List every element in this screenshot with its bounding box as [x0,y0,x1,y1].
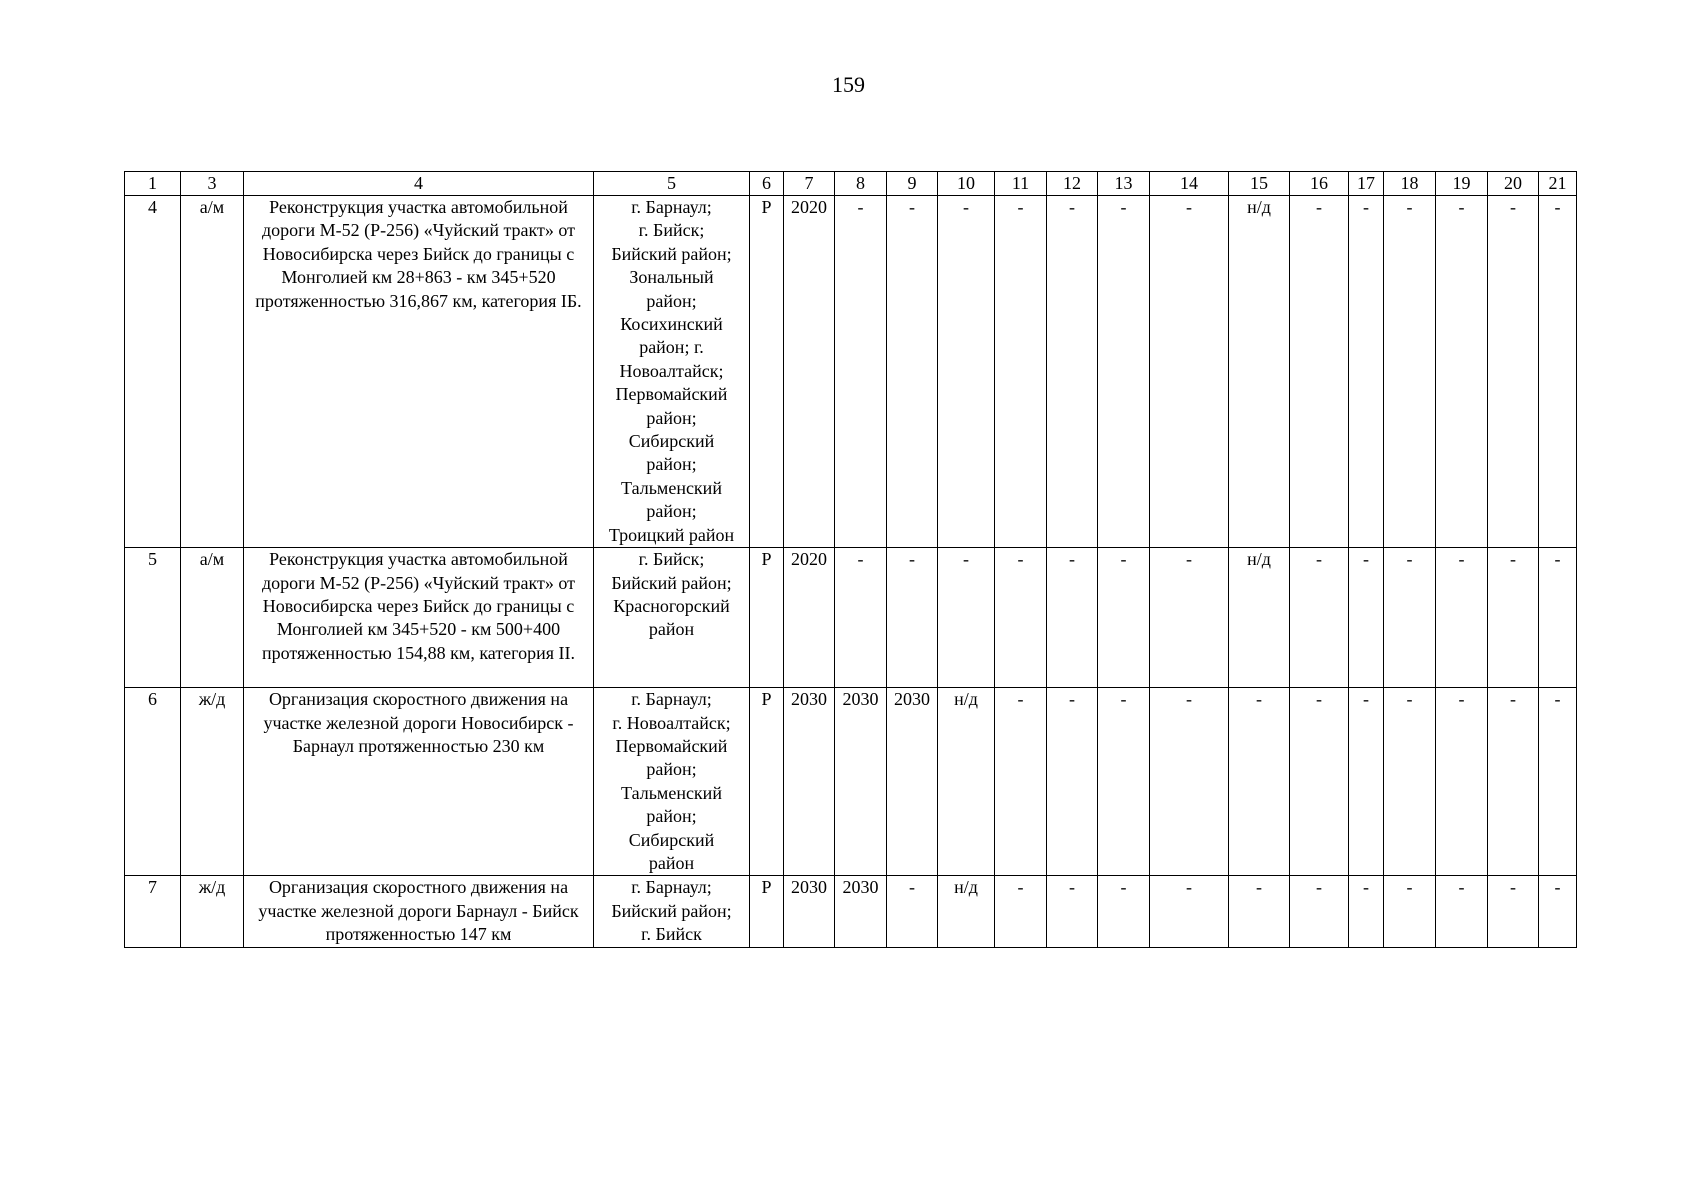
column-header-9: 9 [887,172,938,196]
table-cell: - [938,196,995,548]
table-cell: - [887,548,938,688]
table-cell: 5 [125,548,181,688]
table-cell: - [1488,688,1539,876]
table-cell: г. Барнаул; Бийский район; г. Бийск [594,876,750,947]
table-cell: г. Барнаул; г. Бийск; Бийский район; Зональный район; Косихинский район; г. Новоалтайск; Первомайский район; Сибирский район; Тальменский район; Троицкий район [594,196,750,548]
table-cell: - [1150,688,1229,876]
table-cell: - [1539,688,1577,876]
column-header-15: 15 [1229,172,1290,196]
table-cell: Р [750,688,784,876]
table-cell: - [1436,196,1488,548]
table-row [125,548,1577,688]
table-cell: - [1488,196,1539,548]
table-cell: 2020 [784,548,835,688]
table-cell: - [1539,548,1577,688]
table-cell: Организация скоростного движения на участке железной дороги Барнаул - Бийск протяженностью 147 км [244,876,594,947]
table-cell: - [1436,876,1488,947]
table-cell: - [1488,876,1539,947]
table-cell: - [1384,548,1436,688]
table-cell: - [1436,548,1488,688]
column-header-10: 10 [938,172,995,196]
table-cell: Организация скоростного движения на участке железной дороги Новосибирск - Барнаул протяженностью 230 км [244,688,594,876]
table-cell: 2030 [887,688,938,876]
table-cell: Р [750,196,784,548]
column-header-13: 13 [1098,172,1150,196]
column-header-3: 3 [181,172,244,196]
table-cell: - [1539,876,1577,947]
table-cell: н/д [938,688,995,876]
column-header-6: 6 [750,172,784,196]
table-cell: - [1047,688,1098,876]
table-cell: - [1150,548,1229,688]
table-cell: г. Барнаул; г. Новоалтайск; Первомайский район; Тальменский район; Сибирский район [594,688,750,876]
table-cell: - [1290,548,1349,688]
table-cell: - [938,548,995,688]
table-cell: - [1384,876,1436,947]
table-cell: - [1488,548,1539,688]
table-cell: 7 [125,876,181,947]
table-cell: 2030 [784,876,835,947]
column-header-16: 16 [1290,172,1349,196]
table-cell: - [1098,196,1150,548]
table-cell: - [1229,876,1290,947]
table-cell: ж/д [181,876,244,947]
table-cell: Реконструкция участка автомобильной дороги М-52 (Р-256) «Чуйский тракт» от Новосибирска через Бийск до границы с Монголией км 28+863 - км 345+520 протяженностью 316,867 км, категория IБ. [244,196,594,548]
table-cell: - [887,196,938,548]
column-header-11: 11 [995,172,1047,196]
table-row [125,688,1577,876]
column-header-19: 19 [1436,172,1488,196]
table-row [125,876,1577,947]
column-header-8: 8 [835,172,887,196]
table-cell: а/м [181,548,244,688]
table-cell: - [1436,688,1488,876]
table-cell: 2030 [835,876,887,947]
table-cell: - [835,196,887,548]
table-cell: 2020 [784,196,835,548]
table-cell: - [1349,688,1384,876]
table-cell: - [1047,876,1098,947]
table-row [125,196,1577,548]
table-cell: - [995,688,1047,876]
table-cell: - [1349,548,1384,688]
table-cell: - [1098,688,1150,876]
column-header-5: 5 [594,172,750,196]
table-cell: а/м [181,196,244,548]
column-header-17: 17 [1349,172,1384,196]
table-cell: - [887,876,938,947]
table-cell: ж/д [181,688,244,876]
table-cell: г. Бийск; Бийский район; Красногорский район [594,548,750,688]
table-cell: - [1098,548,1150,688]
column-header-18: 18 [1384,172,1436,196]
column-header-12: 12 [1047,172,1098,196]
table-cell: - [1539,196,1577,548]
table-cell: - [1290,688,1349,876]
table-cell: - [1150,876,1229,947]
table-cell: - [1047,548,1098,688]
column-header-7: 7 [784,172,835,196]
column-header-21: 21 [1539,172,1577,196]
table-cell: н/д [938,876,995,947]
page-number: 159 [832,72,865,97]
table-cell: - [1150,196,1229,548]
table-cell: - [1349,876,1384,947]
table-cell: - [1384,196,1436,548]
table-cell: - [995,548,1047,688]
table-cell: - [995,196,1047,548]
table-cell: н/д [1229,548,1290,688]
table-header-row [125,172,1577,196]
table-cell: - [995,876,1047,947]
table-cell: 6 [125,688,181,876]
table-cell: Реконструкция участка автомобильной дороги М-52 (Р-256) «Чуйский тракт» от Новосибирска через Бийск до границы с Монголией км 345+520 - км 500+400 протяженностью 154,88 км, категория II. [244,548,594,688]
table-cell: - [1229,688,1290,876]
table-cell: - [1290,876,1349,947]
table-cell: - [1290,196,1349,548]
table-cell: - [1349,196,1384,548]
data-table [124,171,1577,948]
column-header-1: 1 [125,172,181,196]
column-header-4: 4 [244,172,594,196]
table-cell: - [1098,876,1150,947]
table-cell: н/д [1229,196,1290,548]
column-header-14: 14 [1150,172,1229,196]
table-cell: Р [750,876,784,947]
table-cell: 2030 [784,688,835,876]
table-cell: - [835,548,887,688]
column-header-20: 20 [1488,172,1539,196]
table-cell: - [1384,688,1436,876]
table-cell: Р [750,548,784,688]
table-cell: - [1047,196,1098,548]
table-cell: 2030 [835,688,887,876]
table-cell: 4 [125,196,181,548]
